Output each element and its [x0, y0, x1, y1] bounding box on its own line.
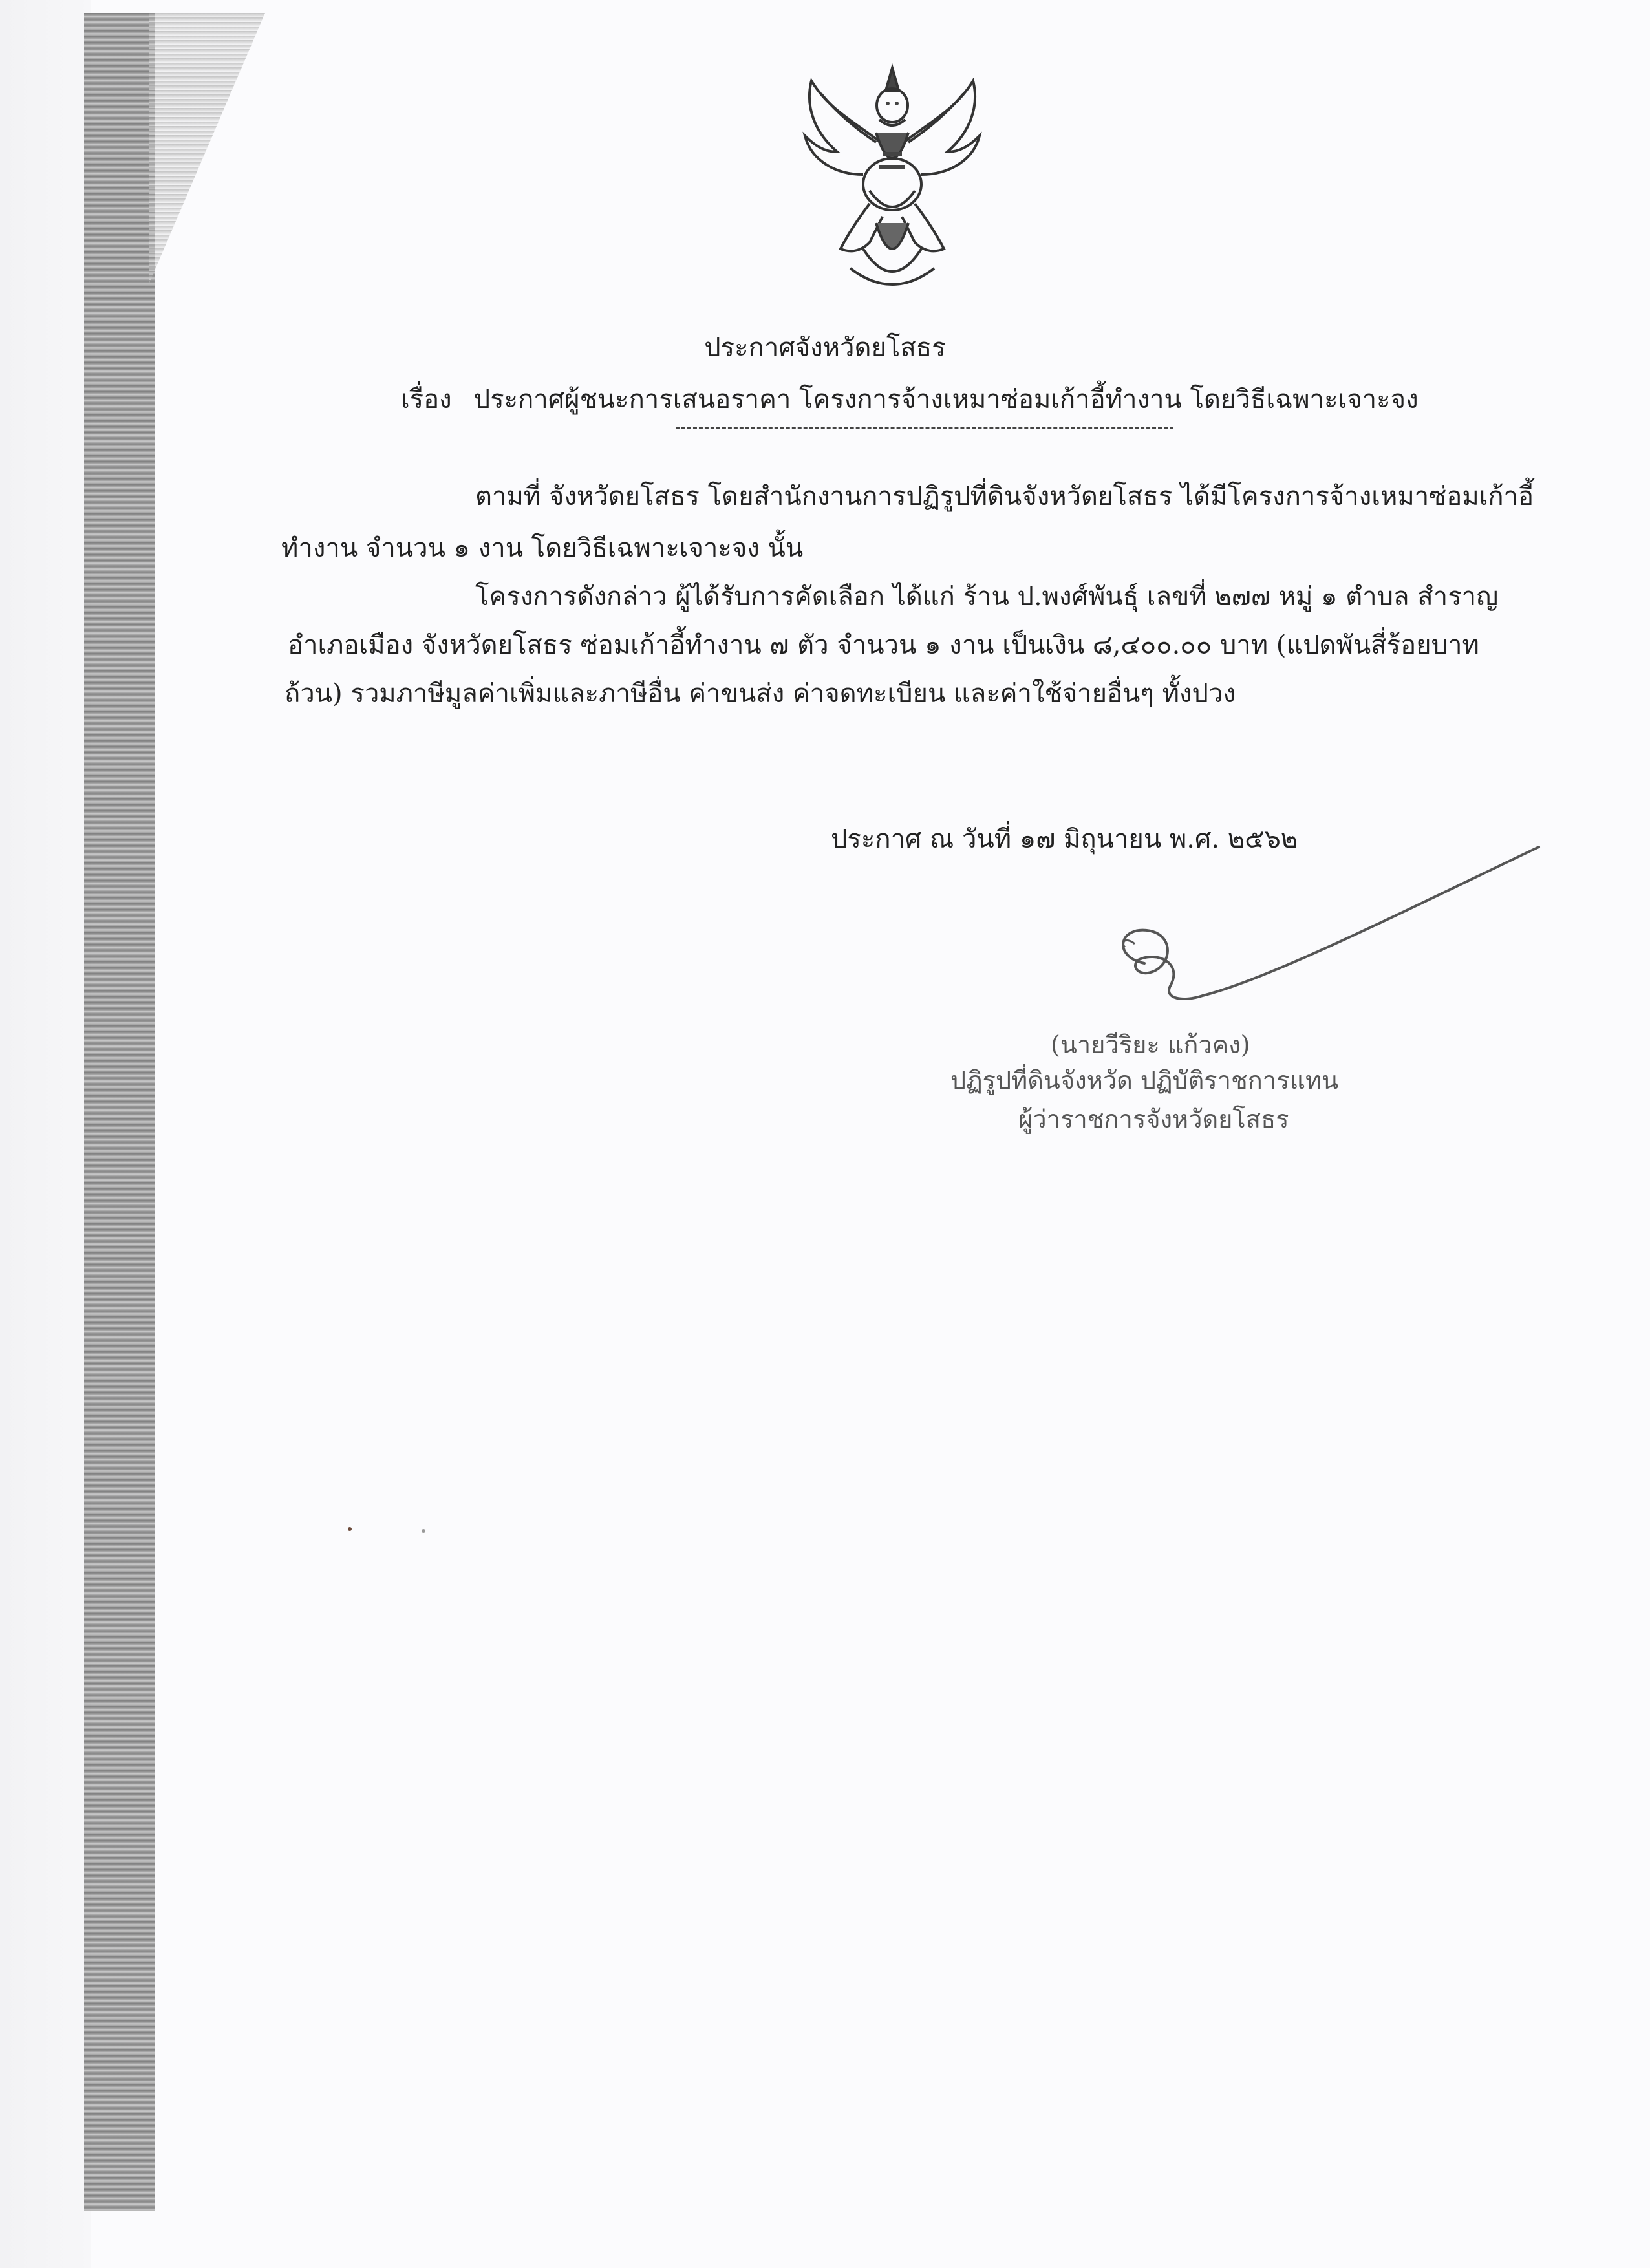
body-line-4: อำเภอเมือง จังหวัดยโสธร ซ่อมเก้าอี้ทำงาน ๗ ตัว จำนวน ๑ งาน เป็นเงิน ๘,๔๐๐.๐๐ บาท (แปดพันสี่ร้อยบาท — [288, 630, 1479, 660]
scan-artifact-fade — [149, 13, 265, 284]
body-line-5: ถ้วน) รวมภาษีมูลค่าเพิ่มและภาษีอื่น ค่าขนส่ง ค่าจดทะเบียน และค่าใช้จ่ายอื่นๆ ทั้งปวง — [284, 679, 1236, 709]
separator-line — [676, 427, 1173, 429]
signer-position-1: ปฏิรูปที่ดินจังหวัด ปฏิบัติราชการแทน — [950, 1066, 1339, 1095]
body-line-2: ทำงาน จำนวน ๑ งาน โดยวิธีเฉพาะเจาะจง นั้น — [281, 533, 804, 563]
subject-line — [401, 378, 1419, 420]
subject-text: ประกาศผู้ชนะการเสนอราคา โครงการจ้างเหมาซ่อมเก้าอี้ทำงาน โดยวิธีเฉพาะเจาะจง — [473, 385, 1419, 414]
announcement-title: ประกาศจังหวัดยโสธร — [704, 333, 946, 363]
body-line-3: โครงการดังกล่าว ผู้ได้รับการคัดเลือก ได้แก่ ร้าน ป.พงศ์พันธุ์ เลขที่ ๒๗๗ หมู่ ๑ ตำบล สำราญ — [475, 582, 1499, 612]
signer-name: (นายวีริยะ แก้วคง) — [1051, 1031, 1250, 1059]
scan-speck — [422, 1529, 425, 1533]
scan-speck — [348, 1527, 352, 1531]
handwritten-signature — [1099, 834, 1552, 1015]
date-line: ประกาศ ณ วันที่ ๑๗ มิถุนายน พ.ศ. ๒๕๖๒ — [831, 824, 1298, 854]
garuda-emblem-icon — [786, 55, 999, 297]
signer-position-2: ผู้ว่าราชการจังหวัดยโสธร — [1018, 1105, 1289, 1133]
body-line-1: ตามที่ จังหวัดยโสธร โดยสำนักงานการปฏิรูปที่ดินจังหวัดยโสธร ได้มีโครงการจ้างเหมาซ่อมเก้าอี้ — [475, 482, 1534, 511]
subject-label: เรื่อง — [401, 385, 452, 414]
